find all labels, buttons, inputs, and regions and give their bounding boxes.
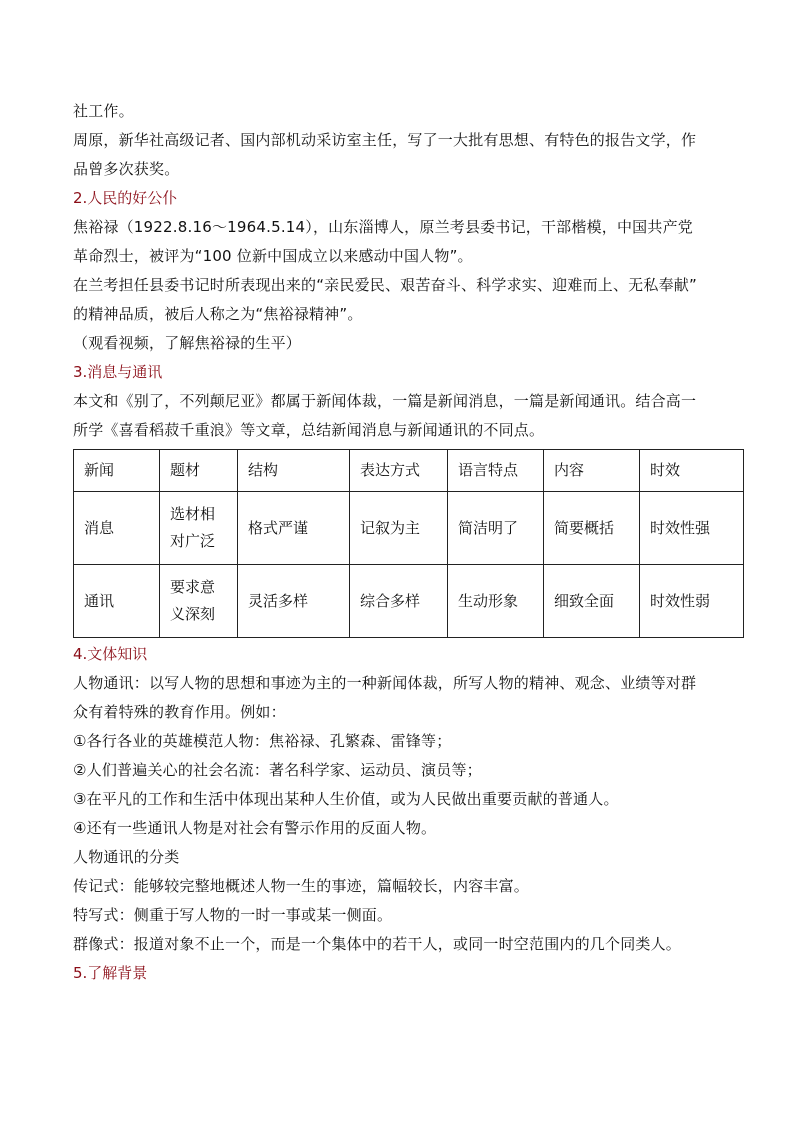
paragraph-line: 品曾多次获奖。	[73, 160, 180, 178]
table-header-cell: 题材	[160, 450, 238, 492]
section-heading-4: 4.文体知识	[73, 645, 148, 663]
table-header-cell: 新闻	[74, 450, 160, 492]
table-cell: 简要概括	[544, 492, 640, 565]
table-header-cell: 内容	[544, 450, 640, 492]
section-heading-3: 3.消息与通讯	[73, 363, 163, 381]
news-comparison-table	[73, 449, 744, 638]
table-cell: 消息	[74, 492, 160, 565]
paragraph-line: 的精神品质，被后人称之为“焦裕禄精神”。	[73, 305, 363, 323]
paragraph-line: 人物通讯：以写人物的思想和事迹为主的一种新闻体裁，所写人物的精神、观念、业绩等对群	[73, 674, 697, 692]
subheading-line: 人物通讯的分类	[73, 848, 180, 866]
table-cell: 格式严谨	[238, 492, 350, 565]
table-cell: 时效性弱	[640, 565, 744, 638]
paragraph-line: 本文和《别了，不列颠尼亚》都属于新闻体裁，一篇是新闻消息，一篇是新闻通讯。结合高一	[73, 392, 697, 410]
paragraph-line: 群像式：报道对象不止一个，而是一个集体中的若干人，或同一时空范围内的几个同类人。	[73, 935, 682, 953]
table-cell: 记叙为主	[350, 492, 448, 565]
table-row	[74, 492, 744, 565]
paragraph-line: 所学《喜看稻菽千重浪》等文章，总结新闻消息与新闻通讯的不同点。	[73, 421, 545, 439]
section-heading-5: 5.了解背景	[73, 964, 148, 982]
paragraph-line: 传记式：能够较完整地概述人物一生的事迹，篇幅较长，内容丰富。	[73, 877, 530, 895]
paragraph-line: 众有着特殊的教育作用。例如：	[73, 703, 286, 721]
table-cell: 选材相对广泛	[160, 492, 238, 565]
table-cell: 生动形象	[448, 565, 544, 638]
table-cell: 通讯	[74, 565, 160, 638]
table-cell: 灵活多样	[238, 565, 350, 638]
table-header-cell: 语言特点	[448, 450, 544, 492]
paragraph-line: 在兰考担任县委书记时所表现出来的“亲民爱民、艰苦奋斗、科学求实、迎难而上、无私奉献”	[73, 276, 697, 294]
paragraph-line: 焦裕禄（1922.8.16～1964.5.14），山东淄博人，原兰考县委书记，干部楷模，中国共产党	[73, 218, 693, 236]
table-cell: 简洁明了	[448, 492, 544, 565]
paragraph-line: 周原，新华社高级记者、国内部机动采访室主任，写了一大批有思想、有特色的报告文学，作	[73, 131, 697, 149]
table-cell: 要求意义深刻	[160, 565, 238, 638]
table-header-cell: 时效	[640, 450, 744, 492]
paragraph-line: 特写式：侧重于写人物的一时一事或某一侧面。	[73, 906, 393, 924]
list-item: ④还有一些通讯人物是对社会有警示作用的反面人物。	[73, 819, 437, 837]
table-header-cell: 表达方式	[350, 450, 448, 492]
list-item: ①各行各业的英雄模范人物：焦裕禄、孔繁森、雷锋等；	[73, 732, 452, 750]
table-row	[74, 565, 744, 638]
table-cell: 时效性强	[640, 492, 744, 565]
table-cell: 细致全面	[544, 565, 640, 638]
list-item: ②人们普遍关心的社会名流：著名科学家、运动员、演员等；	[73, 761, 482, 779]
document-page	[73, 97, 743, 988]
table-header-cell: 结构	[238, 450, 350, 492]
table-header-row	[74, 450, 744, 492]
section-heading-2: 2.人民的好公仆	[73, 189, 178, 207]
list-item: ③在平凡的工作和生活中体现出某种人生价值，或为人民做出重要贡献的普通人。	[73, 790, 619, 808]
paragraph-line: （观看视频，了解焦裕禄的生平）	[73, 334, 302, 352]
paragraph-line: 社工作。	[73, 102, 134, 120]
table-cell: 综合多样	[350, 565, 448, 638]
paragraph-line: 革命烈士，被评为“100 位新中国成立以来感动中国人物”。	[73, 247, 473, 265]
